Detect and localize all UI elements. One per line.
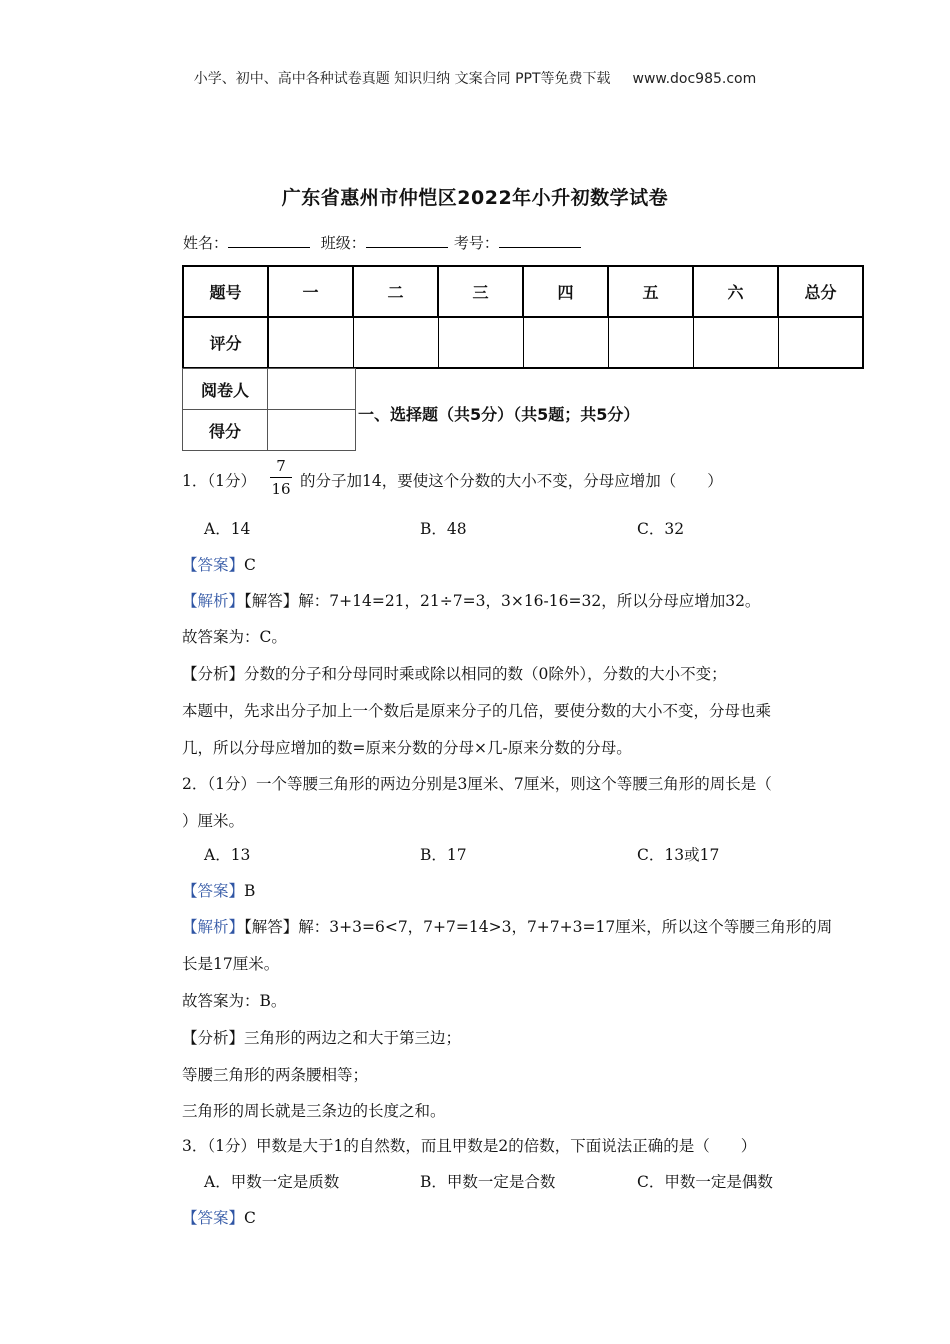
q2-analysis-line: 等腰三角形的两条腰相等； — [182, 1066, 369, 1084]
number-label: 考号： — [453, 234, 499, 252]
q1-prefix: 1．（1分） — [182, 472, 256, 490]
header-text: 小学、初中、高中各种试卷真题 知识归纳 文案合同 PPT等免费下载 — [193, 71, 611, 87]
score-cell[interactable] — [608, 317, 693, 368]
answer-tag: 【答案】 — [182, 882, 245, 900]
explain-text: 【解答】解：3+3=6<7，7+7=14>3，7+7+3=17厘米，所以这个等腰三角形的周 — [244, 918, 833, 936]
class-label: 班级： — [320, 234, 366, 252]
score-cell[interactable] — [268, 317, 353, 368]
q1-option-c[interactable]: C．32 — [637, 520, 685, 538]
score-value-cell[interactable] — [268, 410, 356, 451]
answer-value: C — [244, 1209, 256, 1227]
number-blank[interactable] — [499, 233, 581, 248]
q2-explain-line: 长是17厘米。 — [182, 955, 280, 973]
class-blank[interactable] — [366, 233, 448, 248]
page-title: 广东省惠州市仲恺区2022年小升初数学试卷 — [281, 187, 669, 209]
q2-stem-line: 2．（1分）一个等腰三角形的两边分别是3厘米、7厘米，则这个等腰三角形的周长是（ — [182, 775, 772, 793]
fraction-denominator: 16 — [271, 480, 291, 498]
q1-option-b[interactable]: B．48 — [420, 520, 467, 538]
reviewer-label: 阅卷人 — [183, 369, 268, 410]
score-table — [182, 265, 864, 369]
explain-text: 【解答】解：7+14=21，21÷7=3，3×16-16=32，所以分母应增加32。 — [244, 592, 761, 610]
score-cell[interactable] — [523, 317, 608, 368]
score-header-cell: 三 — [438, 266, 523, 317]
q1-analysis-line: 几，所以分母应增加的数=原来分数的分母×几-原来分数的分母。 — [182, 739, 632, 757]
score-row-label: 评分 — [183, 317, 268, 368]
student-info — [183, 232, 587, 253]
score-table-header-row — [183, 266, 863, 317]
q3-option-a[interactable]: A．甲数一定是质数 — [204, 1173, 340, 1191]
answer-tag: 【答案】 — [182, 1209, 245, 1227]
fraction-numerator: 7 — [276, 457, 286, 475]
score-header-cell: 六 — [693, 266, 778, 317]
score-table-row — [183, 317, 863, 368]
q2-option-b[interactable]: B．17 — [420, 846, 467, 864]
name-label: 姓名： — [183, 234, 229, 252]
q2-analysis-line: 三角形的周长就是三条边的长度之和。 — [182, 1102, 446, 1120]
explain-tag: 【解析】 — [182, 918, 245, 936]
q3-option-c[interactable]: C．甲数一定是偶数 — [637, 1173, 773, 1191]
q3-stem: 3．（1分）甲数是大于1的自然数，而且甲数是2的倍数，下面说法正确的是（ ） — [182, 1137, 757, 1155]
explain-tag: 【解析】 — [182, 592, 245, 610]
q2-explain — [182, 915, 832, 937]
answer-value: B — [244, 882, 256, 900]
q2-analysis-line: 【分析】三角形的两边之和大于第三边； — [182, 1029, 462, 1047]
reviewer-cell[interactable] — [268, 369, 356, 410]
score-label: 得分 — [183, 410, 268, 451]
q2-stem-line: ）厘米。 — [182, 812, 245, 830]
section-title: 一、选择题（共5分）（共5题；共5分） — [358, 405, 640, 424]
score-header-cell: 总分 — [778, 266, 863, 317]
score-header-cell: 题号 — [183, 266, 268, 317]
reviewer-table — [182, 368, 356, 451]
q1-option-a[interactable]: A．14 — [204, 520, 251, 538]
q1-fraction — [270, 457, 292, 498]
q2-conclusion: 故答案为：B。 — [182, 992, 287, 1010]
header-site[interactable]: www.doc985.com — [632, 71, 757, 87]
q1-analysis-line: 【分析】分数的分子和分母同时乘或除以相同的数（0除外），分数的大小不变； — [182, 665, 727, 683]
score-header-cell: 二 — [353, 266, 438, 317]
q3-answer — [182, 1206, 256, 1228]
q1-explain — [182, 589, 760, 611]
score-cell[interactable] — [438, 317, 523, 368]
score-header-cell: 一 — [268, 266, 353, 317]
answer-tag: 【答案】 — [182, 556, 245, 574]
q1-conclusion: 故答案为：C。 — [182, 628, 287, 646]
score-cell[interactable] — [778, 317, 863, 368]
q2-option-c[interactable]: C．13或17 — [637, 846, 720, 864]
score-cell[interactable] — [353, 317, 438, 368]
q1-analysis-line: 本题中，先求出分子加上一个数后是原来分子的几倍，要使分数的大小不变，分母也乘 — [182, 702, 772, 720]
q1-stem: 的分子加14，要使这个分数的大小不变，分母应增加（ ） — [300, 472, 723, 490]
fraction-bar — [270, 477, 292, 478]
score-cell[interactable] — [693, 317, 778, 368]
page-header — [0, 68, 950, 88]
score-header-cell: 五 — [608, 266, 693, 317]
name-blank[interactable] — [228, 233, 310, 248]
q3-option-b[interactable]: B．甲数一定是合数 — [420, 1173, 556, 1191]
score-header-cell: 四 — [523, 266, 608, 317]
q2-answer — [182, 879, 255, 901]
answer-value: C — [244, 556, 256, 574]
q2-option-a[interactable]: A．13 — [204, 846, 251, 864]
q1-answer — [182, 553, 256, 575]
